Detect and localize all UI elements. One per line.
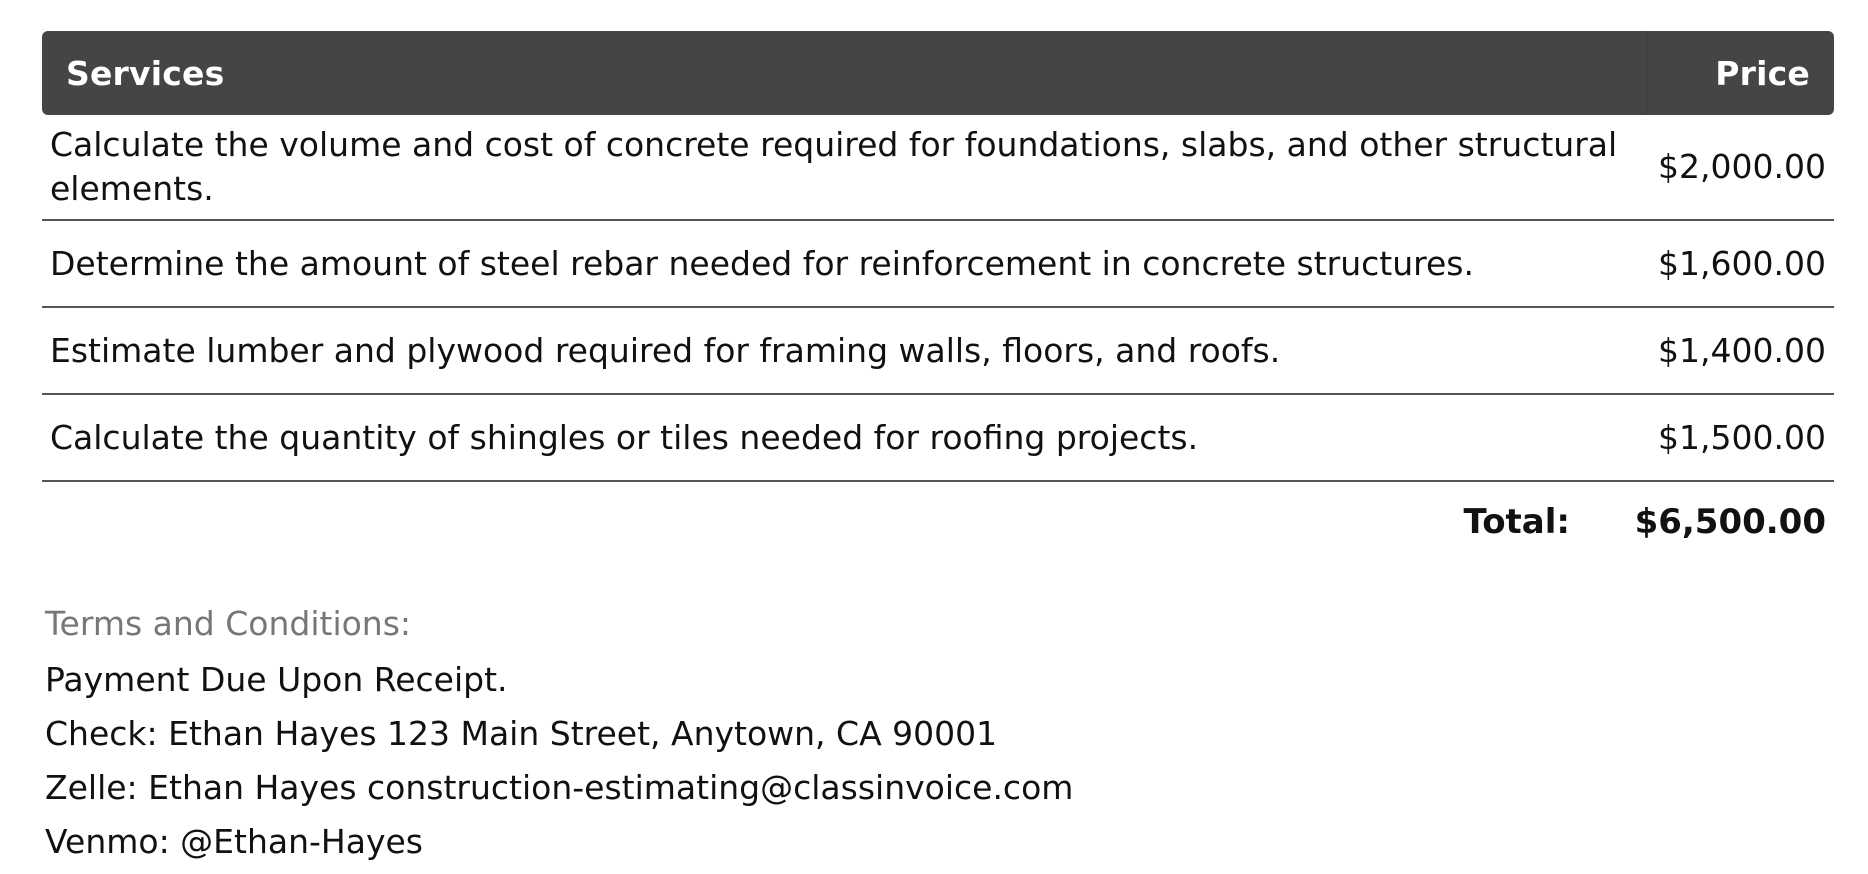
- venmo-payment-line: Venmo: @Ethan-Hayes: [45, 822, 423, 861]
- total-label: Total:: [1463, 502, 1570, 542]
- services-column-header: Services: [42, 31, 1646, 115]
- service-price: $1,500.00: [1646, 394, 1834, 481]
- service-description: Calculate the volume and cost of concrete required for foundations, slabs, and other structural elements.: [42, 115, 1646, 220]
- table-row: [42, 115, 1834, 220]
- service-description: Calculate the quantity of shingles or tiles needed for roofing projects.: [42, 394, 1646, 481]
- invoice-services-section: [42, 31, 1834, 568]
- price-column-header: Price: [1646, 31, 1834, 115]
- table-row: [42, 394, 1834, 481]
- services-table: [42, 31, 1834, 482]
- service-description: Estimate lumber and plywood required for framing walls, floors, and roofs.: [42, 307, 1646, 394]
- table-row: [42, 220, 1834, 307]
- service-price: $1,400.00: [1646, 307, 1834, 394]
- zelle-payment-line: Zelle: Ethan Hayes construction-estimating@classinvoice.com: [45, 768, 1074, 807]
- table-header-row: [42, 31, 1834, 115]
- service-description: Determine the amount of steel rebar needed for reinforcement in concrete structures.: [42, 220, 1646, 307]
- table-row: [42, 307, 1834, 394]
- terms-title: Terms and Conditions:: [45, 604, 412, 643]
- payment-due-line: Payment Due Upon Receipt.: [45, 660, 508, 699]
- service-price: $2,000.00: [1646, 115, 1834, 220]
- service-price: $1,600.00: [1646, 220, 1834, 307]
- total-row: [42, 482, 1834, 568]
- check-payment-line: Check: Ethan Hayes 123 Main Street, Anytown, CA 90001: [45, 714, 998, 753]
- total-amount: $6,500.00: [1634, 502, 1826, 542]
- terms-and-conditions: [45, 602, 1245, 874]
